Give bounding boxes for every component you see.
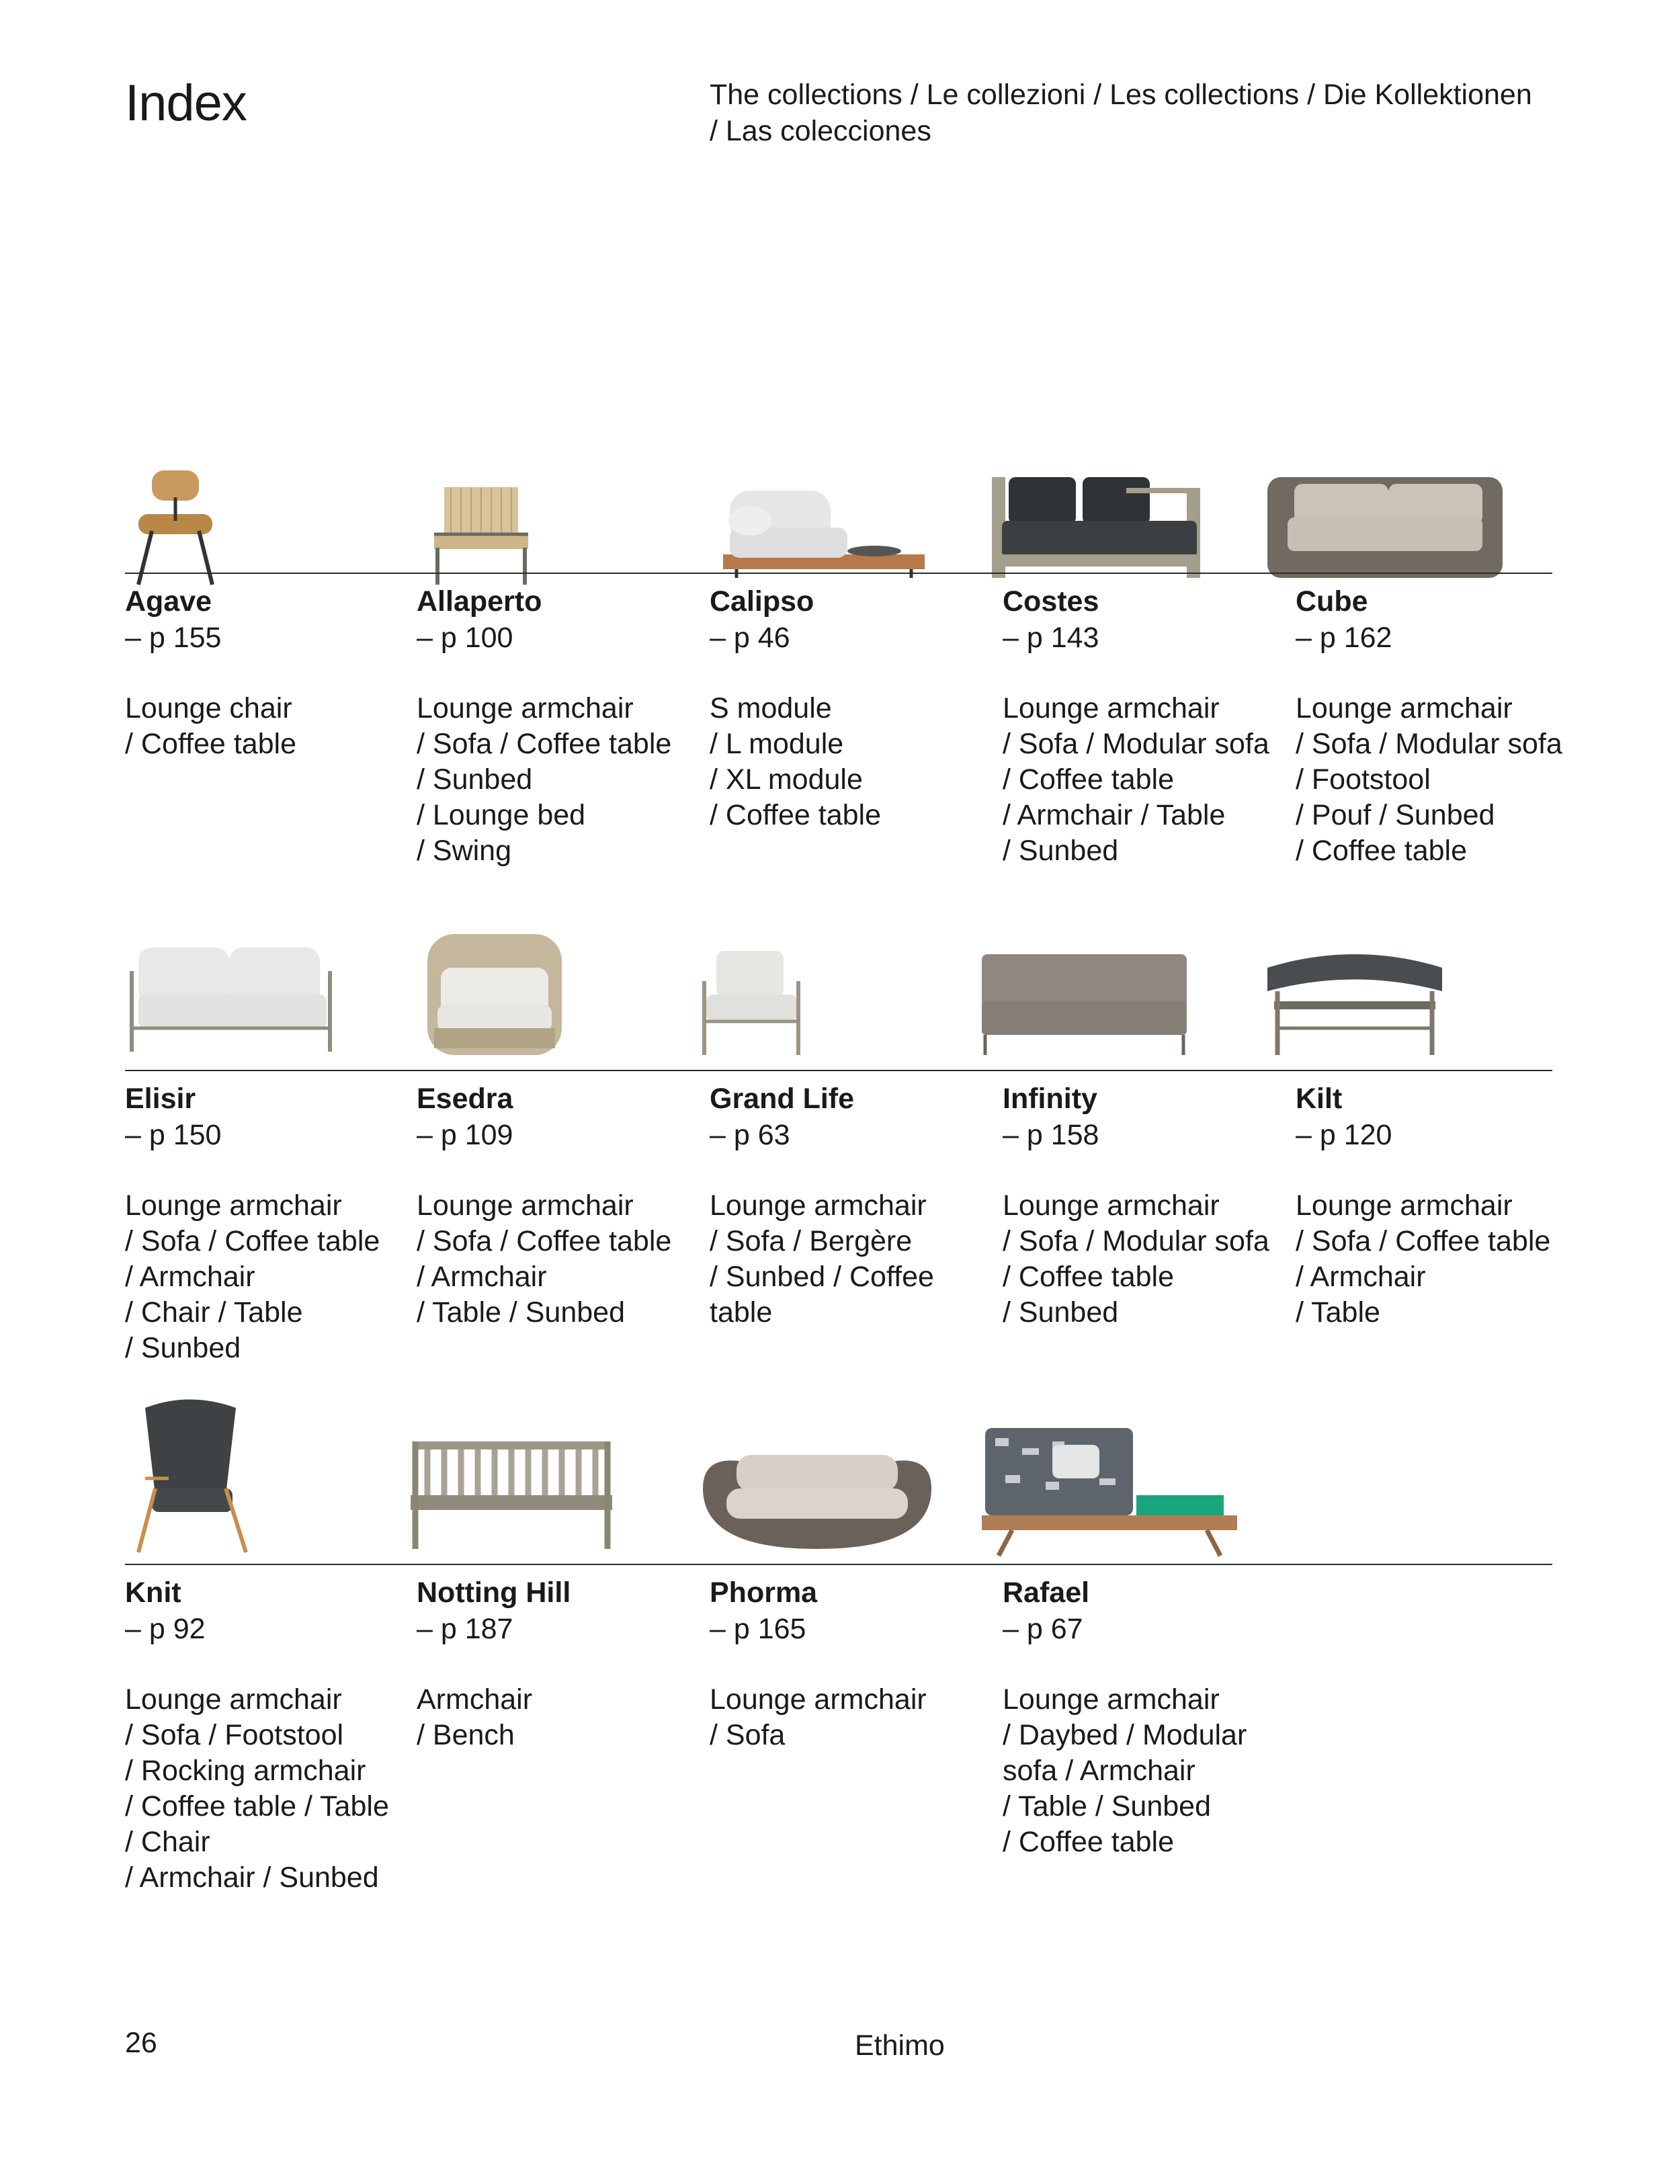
notting-hill-image [407,1421,616,1556]
kilt-image [1254,927,1456,1062]
product-line: Lounge chair [125,692,292,724]
product-line: / Coffee table [125,728,296,760]
collection-entry [125,1574,407,1896]
product-line: / Sofa / Coffee table [417,728,672,760]
product-line: / Sofa / Coffee table [417,1225,672,1257]
collection-name: Rafael [1003,1577,1090,1609]
product-line: / Armchair / Table [1003,799,1226,831]
product-line: Lounge armchair [1003,692,1220,724]
collection-page: – p 63 [710,1119,790,1151]
agave-image [125,457,246,591]
product-line: / Armchair [1296,1261,1426,1293]
costes-image [972,450,1214,585]
product-line: Lounge armchair [125,1189,342,1222]
collection-products [710,691,992,833]
collection-products [710,1682,992,1753]
collection-products [417,691,699,869]
collection-name: Knit [125,1577,181,1609]
product-line: / Sofa / Modular sofa [1003,1225,1269,1257]
product-line: / Sofa / Modular sofa [1003,728,1269,760]
product-line: / Chair / Table [125,1296,303,1329]
collection-name: Esedra [417,1083,513,1115]
collection-entry [1003,1081,1285,1331]
product-line: / Lounge bed [417,799,586,831]
product-line: / Bench [417,1719,515,1751]
product-line: table [710,1296,773,1329]
brand-name: Ethimo [855,2029,945,2062]
product-line: / Sunbed [417,763,533,796]
collection-products [125,1188,407,1366]
collection-entry [710,1081,992,1331]
product-line: Lounge armchair [1003,1189,1220,1222]
collection-entry [1003,583,1285,869]
collection-page: – p 67 [1003,1613,1083,1645]
subtitle-line: The collections / Le collezioni / Les collections / Die Kollektionen [710,79,1532,111]
collection-entry [1296,583,1578,869]
collection-page: – p 150 [125,1119,222,1151]
product-line: Lounge armchair [710,1189,927,1222]
collection-products [125,691,407,762]
collection-products [125,1682,407,1896]
product-line: sofa / Armchair [1003,1755,1195,1787]
collection-products [1296,691,1578,869]
collection-page: – p 92 [125,1613,206,1645]
product-line: / Sofa / Modular sofa [1296,728,1562,760]
product-line: / Table / Sunbed [417,1296,626,1329]
grand-life-image [689,927,824,1062]
product-line: Lounge armchair [1296,1189,1513,1222]
calipso-image [689,457,931,591]
product-line: / Armchair [417,1261,547,1293]
collection-entry [125,583,407,762]
collection-products [417,1188,699,1331]
cube-image [1254,450,1509,585]
collection-page: – p 158 [1003,1119,1099,1151]
row-divider [125,1070,1552,1071]
product-line: / Sofa / Footstool [125,1719,344,1751]
subtitle-line: / Las colecciones [710,115,931,147]
page-number: 26 [125,2027,157,2059]
collection-name: Infinity [1003,1083,1097,1115]
collection-products [1003,1682,1285,1860]
product-line: Lounge armchair [417,1189,634,1222]
collection-products [1003,1188,1285,1331]
collection-entry [710,583,992,833]
product-line: Lounge armchair [417,692,634,724]
product-line: / Swing [417,835,512,867]
page-subtitle [710,77,1556,149]
collection-page: – p 120 [1296,1119,1392,1151]
product-line: / Sunbed / Coffee [710,1261,934,1293]
product-line: / Footstool [1296,763,1431,796]
knit-image [125,1394,259,1556]
elisir-image [125,927,340,1062]
collection-page: – p 100 [417,622,513,654]
product-line: / Sofa / Coffee table [1296,1225,1551,1257]
product-line: Lounge armchair [125,1683,342,1716]
product-line: / Armchair / Sunbed [125,1861,379,1894]
collection-name: Elisir [125,1083,196,1115]
collection-entry [417,1081,699,1331]
product-line: / Coffee table / Table [125,1790,389,1822]
product-line: / Coffee table [1296,835,1467,867]
collection-page: – p 46 [710,622,790,654]
collection-name: Allaperto [417,585,542,618]
collection-page: – p 155 [125,622,222,654]
product-line: / L module [710,728,844,760]
collection-name: Agave [125,585,212,618]
product-line: / Sofa [710,1719,786,1751]
product-line: / Table / Sunbed [1003,1790,1212,1822]
collection-entry [1296,1081,1578,1331]
collection-entry [125,1081,407,1366]
collection-products [1003,691,1285,869]
collection-name: Phorma [710,1577,818,1609]
product-line: Armchair [417,1683,533,1716]
product-line: Lounge armchair [1296,692,1513,724]
phorma-image [689,1421,945,1556]
product-line: / Sofa / Bergère [710,1225,913,1257]
collection-name: Costes [1003,585,1099,618]
product-line: / Sofa / Coffee table [125,1225,380,1257]
product-line: / Rocking armchair [125,1755,366,1787]
collection-products [1296,1188,1578,1331]
product-line: / Coffee table [1003,1261,1174,1293]
product-line: / Pouf / Sunbed [1296,799,1495,831]
collection-page: – p 187 [417,1613,513,1645]
collection-entry [417,583,699,869]
collection-page: – p 162 [1296,622,1392,654]
collection-products [417,1682,699,1753]
product-line: Lounge armchair [1003,1683,1220,1716]
product-line: / XL module [710,763,863,796]
product-line: / Sunbed [1003,835,1119,867]
product-line: Lounge armchair [710,1683,927,1716]
page-title: Index [125,75,247,132]
product-line: / Coffee table [1003,763,1174,796]
esedra-image [407,927,602,1062]
row-divider [125,1564,1552,1565]
product-line: / Sunbed [125,1332,241,1364]
row-divider [125,573,1552,574]
collection-page: – p 165 [710,1613,806,1645]
product-line: / Table [1296,1296,1380,1329]
collection-name: Calipso [710,585,814,618]
product-line: / Armchair [125,1261,255,1293]
collection-products [710,1188,992,1331]
collection-page: – p 109 [417,1119,513,1151]
product-line: S module [710,692,832,724]
rafael-image [972,1415,1241,1562]
collection-entry [417,1574,699,1753]
allaperto-image [407,457,542,591]
collection-entry [1003,1574,1285,1860]
collection-name: Grand Life [710,1083,855,1115]
product-line: / Chair [125,1826,210,1858]
collection-name: Cube [1296,585,1368,618]
product-line: / Sunbed [1003,1296,1119,1329]
product-line: / Coffee table [710,799,881,831]
product-line: / Daybed / Modular [1003,1719,1247,1751]
product-line: / Coffee table [1003,1826,1174,1858]
collection-name: Kilt [1296,1083,1343,1115]
infinity-image [972,927,1200,1062]
collection-entry [710,1574,992,1753]
collection-name: Notting Hill [417,1577,571,1609]
collection-page: – p 143 [1003,622,1099,654]
